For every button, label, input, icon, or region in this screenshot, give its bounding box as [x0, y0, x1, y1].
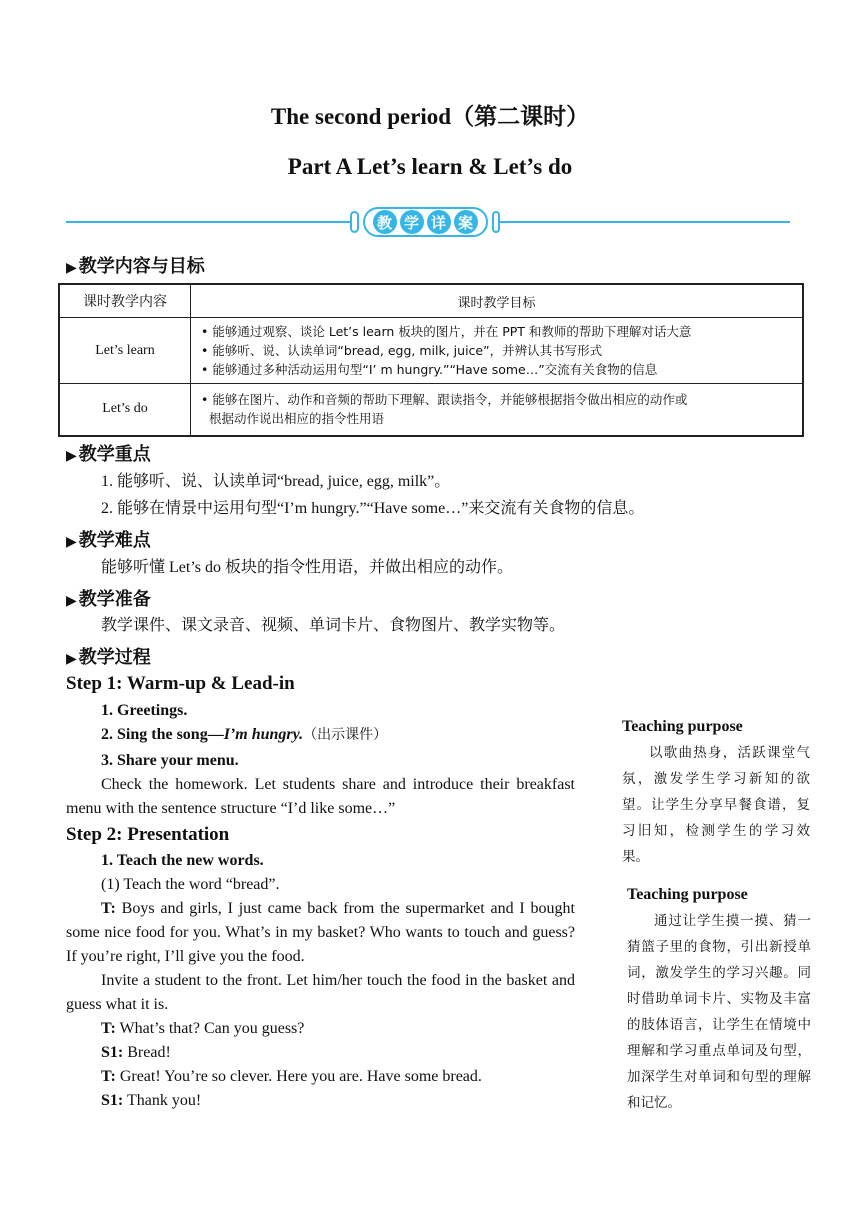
triangle-bullet-icon: ▶ [66, 593, 77, 609]
triangle-bullet-icon: ▶ [66, 651, 77, 667]
step2-item-words: 1. Teach the new words. [101, 852, 264, 869]
step1-item-menu: 3. Share your menu. [101, 752, 239, 769]
table-header-cell: 课时教学内容 [59, 284, 191, 318]
triangle-bullet-icon: ▶ [66, 448, 77, 464]
table-row [59, 384, 803, 436]
side-note-body: 以歌曲热身，活跃课堂气氛，激发学生学习新知的欲望。让学生分享早餐食谱，复习旧知，检测学生的学习效果。 [622, 745, 810, 865]
side-note-teaching-purpose [622, 718, 810, 870]
dialog-line: T: What’s that? Can you guess? [101, 1020, 305, 1037]
goal-line: • 能够听、说、认读单词“bread, egg, milk, juice”，并辨认其书写形式 [201, 343, 603, 358]
dialog-line: S1: Thank you! [101, 1092, 202, 1109]
table-header-cell: 课时教学目标 [191, 284, 804, 318]
triangle-bullet-icon: ▶ [66, 534, 77, 550]
triangle-bullet-icon: ▶ [66, 260, 77, 276]
lesson-plan-banner [350, 205, 500, 239]
step2-sub-bread: (1) Teach the word “bread”. [101, 876, 280, 893]
banner-line-left [66, 221, 356, 223]
step1-item-song: 2. Sing the song—I’m hungry.（出示课件） [101, 726, 388, 743]
section-heading-content-goals: ▶ 教学内容与目标 [66, 256, 205, 277]
section-heading-difficulties: ▶ 教学难点 [66, 530, 151, 551]
banner-line-right [494, 221, 790, 223]
invite-paragraph: Invite a student to the front. Let him/her touch the food in the basket and guess what it is. [66, 972, 575, 1013]
table-header-row [59, 284, 803, 318]
table-cell-goals [191, 384, 804, 436]
table-cell-goals [191, 318, 804, 384]
speaker-label: S1: [101, 1044, 124, 1061]
table-cell-content: Let’s do [59, 384, 191, 436]
dialog-line: T: Great! You’re so clever. Here you are. Have some bread. [101, 1068, 482, 1085]
section-heading-preparation: ▶ 教学准备 [66, 589, 151, 610]
dialog-line: S1: Bread! [101, 1044, 171, 1061]
song-title: I’m hungry. [223, 726, 304, 743]
goals-table [58, 283, 804, 437]
side-note-heading: Teaching purpose [627, 886, 748, 903]
table-row [59, 318, 803, 384]
step1-item-greetings: 1. Greetings. [101, 702, 188, 719]
speaker-label: T: [101, 1068, 116, 1085]
goal-line: • 能够通过观察、谈论 Let’s learn 板块的图片，并在 PPT 和教师的帮助下理解对话大意 [201, 324, 692, 339]
table-cell-content: Let’s learn [59, 318, 191, 384]
banner-char: 案 [454, 210, 478, 234]
side-note-body: 通过让学生摸一摸、猜一猜篮子里的食物，引出新授单词，激发学生的学习兴趣。同时借助单词卡片、实物及丰富的肢体语言，让学生在情境中理解和学习重点单词及句型，加深学生对单词和句型的理解和记忆。 [627, 913, 811, 1111]
page-subtitle: Part A Let’s learn & Let’s do [287, 154, 573, 179]
key-point-item: 1. 能够听、说、认读单词“bread, juice, egg, milk”。 [101, 473, 451, 490]
speaker-label: T: [101, 1020, 116, 1037]
step2-title: Step 2: Presentation [66, 824, 230, 845]
speaker-label: S1: [101, 1092, 124, 1109]
banner-char: 详 [427, 210, 451, 234]
banner-cap-left [350, 211, 359, 233]
step1-paragraph: Check the homework. Let students share and introduce their breakfast menu with the sentence structure “I’d like some…” [66, 776, 575, 817]
goal-line: • 能够在图片、动作和音频的帮助下理解、跟读指令，并能够根据指令做出相应的动作或 [201, 392, 688, 408]
side-note-heading: Teaching purpose [622, 718, 743, 735]
preparation-text: 教学课件、课文录音、视频、单词卡片、食物图片、教学实物等。 [101, 617, 566, 634]
difficulty-text: 能够听懂 Let’s do 板块的指令性用语，并做出相应的动作。 [101, 559, 513, 576]
step1-title: Step 1: Warm-up & Lead-in [66, 673, 295, 694]
goal-line: • 能够通过多种活动运用句型“I’ m hungry.”“Have some…”交流有关食物的信息 [201, 362, 658, 377]
banner-char: 学 [400, 210, 424, 234]
teacher-paragraph: T: Boys and girls, I just came back from the supermarket and I bought some nice food for you. What’s in my basket? Who wants to touch and guess? If you’re right, I’ll give you the food. [66, 900, 575, 965]
banner-cap-right [492, 211, 501, 233]
page-title: The second period（第二课时） [270, 104, 590, 129]
speaker-label: T: [101, 900, 116, 917]
side-note-teaching-purpose [627, 886, 811, 1116]
key-point-item: 2. 能够在情景中运用句型“I’m hungry.”“Have some…”来交流有关食物的信息。 [101, 500, 645, 517]
banner-char: 教 [373, 210, 397, 234]
goal-line: 根据动作说出相应的指令性用语 [209, 411, 385, 427]
section-heading-process: ▶ 教学过程 [66, 647, 151, 668]
section-heading-key-points: ▶ 教学重点 [66, 444, 151, 465]
banner-badge [363, 207, 488, 237]
